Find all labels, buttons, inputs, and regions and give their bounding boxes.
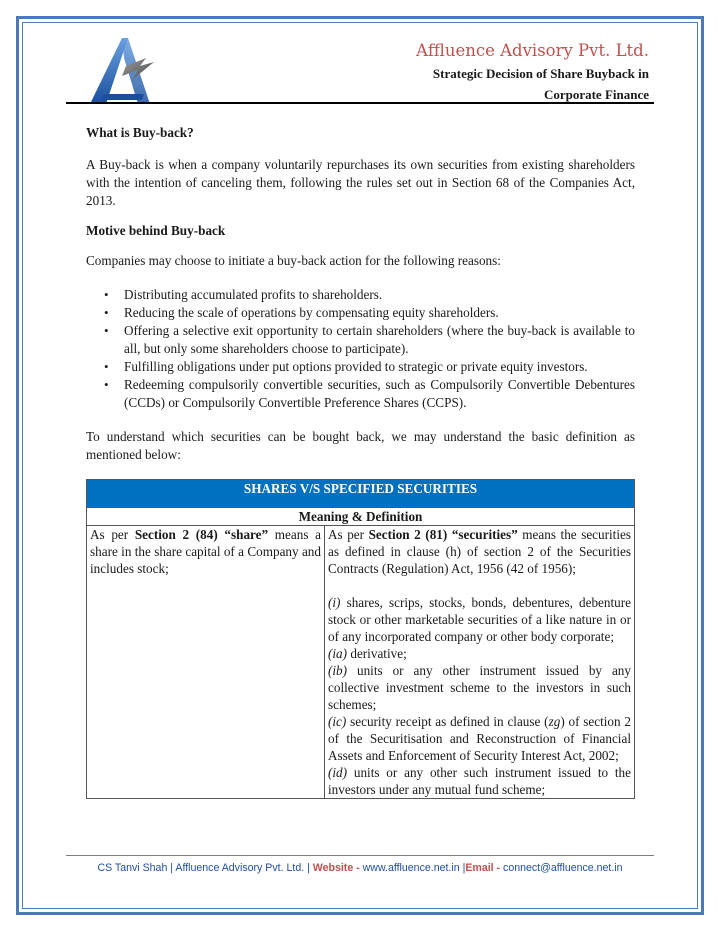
clause-text: derivative; bbox=[347, 646, 407, 661]
buyback-definition-paragraph: A Buy-back is when a company voluntarily repurchases its own securities from existing shareholders with the intention of canceling them, following the rules set out in Section 68 of the Companies Act, 2013. bbox=[86, 157, 635, 208]
securities-definition-cell bbox=[325, 526, 635, 799]
securities-table bbox=[86, 479, 635, 799]
clause-label: (ib) bbox=[328, 663, 348, 678]
text: As per bbox=[90, 527, 135, 542]
document-body bbox=[86, 124, 635, 799]
securities-intro bbox=[328, 526, 631, 577]
clause-text: shares, scrips, stocks, bonds, debentures, debenture stock or other marketable securities of a like nature in or of any incorporated company or other body corporate; bbox=[328, 595, 631, 644]
footer-divider bbox=[66, 855, 654, 856]
company-name: Affluence Advisory Pvt. Ltd. bbox=[415, 41, 649, 60]
reasons-intro-paragraph: Companies may choose to initiate a buy-back action for the following reasons: bbox=[86, 253, 501, 268]
clause-ib bbox=[328, 662, 631, 713]
section-reference: Section 2 (81) “securities” bbox=[368, 527, 518, 542]
clause-id bbox=[328, 764, 631, 798]
clause-text: units or any other instrument issued by any collective investment scheme to the investors in such schemes; bbox=[328, 663, 631, 712]
list-item: • Fulfilling obligations under put options provided to strategic or private equity investors. bbox=[124, 358, 635, 376]
footer-author: CS Tanvi Shah | Affluence Advisory Pvt. Ltd. | bbox=[97, 862, 313, 874]
header-divider bbox=[66, 102, 654, 104]
list-item: • Offering a selective exit opportunity to certain shareholders (where the buy-back is available to all, but only some shareholders choose to participate). bbox=[124, 322, 635, 358]
email-link[interactable]: connect@affluence.net.in bbox=[503, 862, 623, 874]
clause-text: security receipt as defined in clause ( bbox=[346, 714, 549, 729]
clause-label: (ic) bbox=[328, 714, 347, 729]
reasons-list bbox=[86, 286, 635, 412]
list-item: • Redeeming compulsorily convertible securities, such as Compulsorily Convertible Debentures (CCDs) or Compulsorily Convertible Preference Shares (CCPS). bbox=[124, 376, 635, 412]
document-subtitle: Strategic Decision of Share Buyback in Corporate Finance bbox=[432, 66, 649, 102]
company-logo-icon bbox=[86, 36, 166, 108]
text: means a share in the share capital of a Company and includes stock; bbox=[90, 527, 321, 576]
motive-heading: Motive behind Buy-back bbox=[86, 223, 226, 238]
clause-ref: zg bbox=[548, 714, 561, 729]
text: means the securities as defined in clause (h) of section 2 of the Securities Contracts (Regulation) Act, 1956 (42 of 1956); bbox=[328, 527, 631, 576]
spacer bbox=[328, 577, 631, 594]
website-label: Website - bbox=[312, 862, 363, 874]
text: As per bbox=[328, 527, 369, 542]
what-is-buyback-heading: What is Buy-back? bbox=[86, 125, 194, 140]
website-link[interactable]: www.affluence.net.in bbox=[362, 862, 460, 874]
understand-paragraph: To understand which securities can be bought back, we may understand the basic definition as mentioned below: bbox=[86, 429, 635, 462]
section-reference: Section 2 (84) “share” bbox=[134, 527, 269, 542]
clause-label: (ia) bbox=[328, 646, 348, 661]
list-item: • Reducing the scale of operations by compensating equity shareholders. bbox=[124, 304, 635, 322]
share-definition-cell bbox=[87, 526, 325, 799]
clause-i bbox=[328, 594, 631, 645]
clause-label: (i) bbox=[328, 595, 341, 610]
clause-text: ) of section 2 of the Securitisation and Reconstruction of Financial Assets and Enforcement of Security Interest Act, 2002; bbox=[328, 714, 631, 763]
clause-text: units or any other such instrument issued to the investors under any mutual fund scheme; bbox=[328, 765, 631, 797]
clause-ia bbox=[328, 645, 631, 662]
list-item: • Distributing accumulated profits to shareholders. bbox=[124, 286, 635, 304]
footer-separator: | bbox=[459, 862, 466, 874]
email-label: Email - bbox=[465, 862, 504, 874]
table-subtitle: Meaning & Definition bbox=[87, 508, 635, 526]
clause-ic bbox=[328, 713, 631, 764]
clause-label: (id) bbox=[328, 765, 348, 780]
table-title: SHARES V/S SPECIFIED SECURITIES bbox=[87, 480, 635, 508]
page-footer bbox=[66, 862, 654, 874]
